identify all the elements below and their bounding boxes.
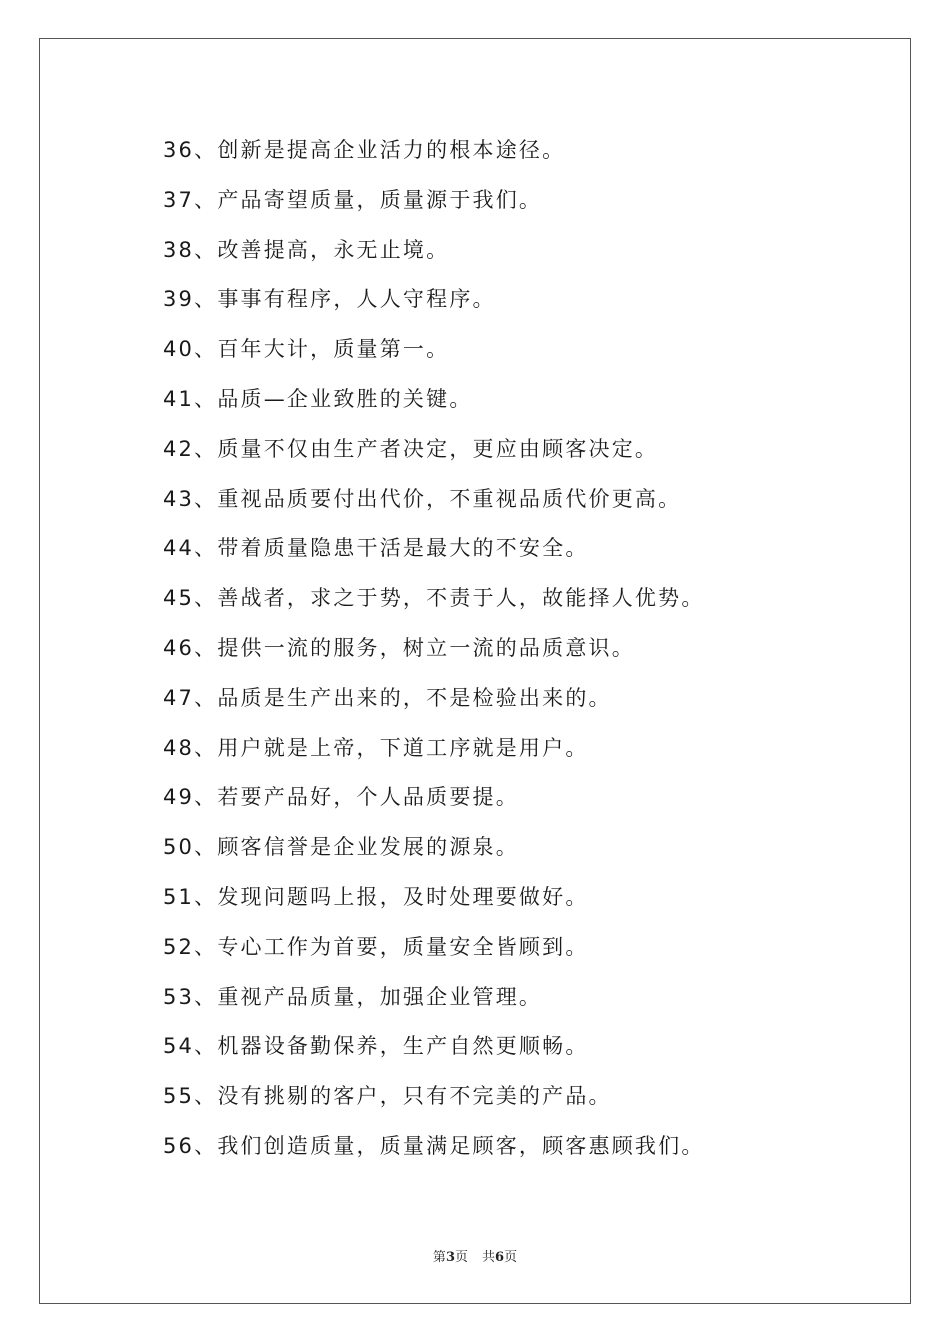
list-item: 41、品质—企业致胜的关键。 — [163, 386, 473, 411]
list-item: 50、顾客信誉是企业发展的源泉。 — [163, 835, 519, 860]
list-item: 37、产品寄望质量，质量源于我们。 — [163, 187, 543, 212]
list-item: 42、质量不仅由生产者决定，更应由顾客决定。 — [163, 436, 659, 461]
list-item: 40、百年大计，质量第一。 — [163, 337, 450, 362]
list-item: 44、带着质量隐患干活是最大的不安全。 — [163, 536, 589, 561]
list-item: 39、事事有程序，人人守程序。 — [163, 287, 496, 312]
total-prefix: 共 — [482, 1250, 496, 1265]
total-pages: 6 — [495, 1250, 505, 1265]
list-item: 47、品质是生产出来的，不是检验出来的。 — [163, 685, 612, 710]
list-item: 53、重视产品质量，加强企业管理。 — [163, 984, 543, 1009]
list-item: 45、善战者，求之于势，不责于人，故能择人优势。 — [163, 586, 705, 611]
list-item: 38、改善提高，永无止境。 — [163, 237, 450, 262]
slogan-list — [163, 133, 705, 1179]
page-footer — [0, 1246, 950, 1265]
list-item: 52、专心工作为首要，质量安全皆顾到。 — [163, 934, 589, 959]
page-number: 3 — [445, 1250, 455, 1265]
list-item: 48、用户就是上帝，下道工序就是用户。 — [163, 735, 589, 760]
list-item: 54、机器设备勤保养，生产自然更顺畅。 — [163, 1034, 589, 1059]
list-item: 43、重视品质要付出代价，不重视品质代价更高。 — [163, 486, 682, 511]
list-item: 51、发现问题吗上报，及时处理要做好。 — [163, 884, 589, 909]
page-prefix: 第 — [432, 1250, 446, 1265]
list-item: 55、没有挑剔的客户，只有不完美的产品。 — [163, 1084, 612, 1109]
list-item: 49、若要产品好，个人品质要提。 — [163, 785, 519, 810]
total-suffix: 页 — [504, 1250, 518, 1265]
list-item: 46、提供一流的服务，树立一流的品质意识。 — [163, 635, 635, 660]
list-item: 36、创新是提高企业活力的根本途径。 — [163, 138, 566, 162]
list-item: 56、我们创造质量，质量满足顾客，顾客惠顾我们。 — [163, 1133, 705, 1158]
page-suffix: 页 — [454, 1250, 468, 1265]
